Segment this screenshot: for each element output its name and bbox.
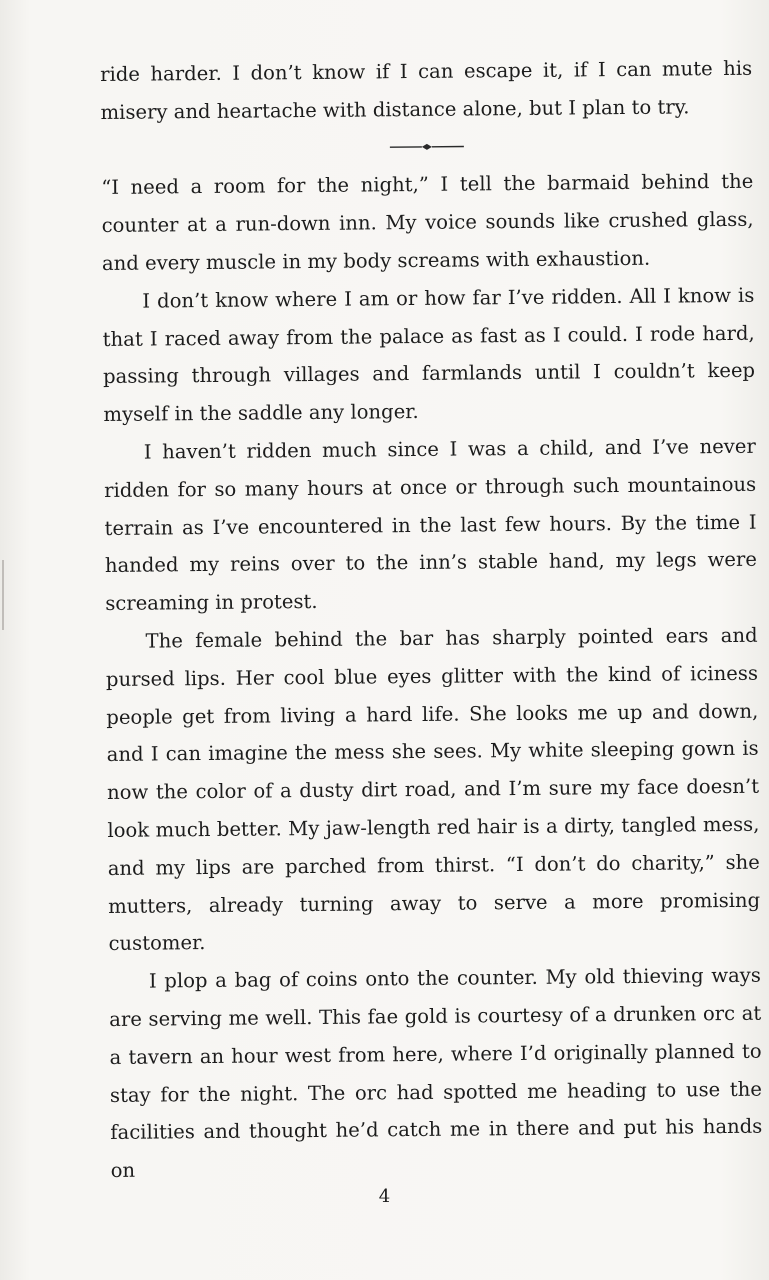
scene-break	[101, 125, 753, 169]
page-number: 4	[378, 1186, 391, 1207]
page-edge-shadow	[2, 560, 4, 630]
ornamental-rule-icon	[388, 141, 466, 154]
paragraph: The female behind the bar has sharply pointed ears and pursed lips. Her cool blue eyes glitter with the kind of iciness people get from living a hard life. She looks me up and down, and I can imagine the mess she sees. My white sleeping gown is now the color of a dusty dirt road, and I’m sure my face doesn’t look much better. My jaw-length red hair is a dirty, tangled mess, and my lips are parched from thirst. “I don’t do charity,” she mutters, already turning away to serve a more promising customer.	[105, 623, 761, 956]
paragraph: ride harder. I don’t know if I can escape it, if I can mute his misery and heartache with distance alone, but I plan to try.	[100, 56, 753, 124]
paragraph: “I need a room for the night,” I tell the barmaid behind the counter at a run-down inn. My voice sounds like crushed glass, and every muscle in my body screams with exhaustion.	[101, 170, 754, 275]
body-text	[100, 50, 763, 1190]
paragraph: I plop a bag of coins onto the counter. My old thieving ways are serving me well. This fae gold is courtesy of a drunken orc at a tavern an hour west from here, where I’d originally planned to stay for the night. The orc had spotted me heading to use the facilities and thought he’d catch me in there and put his hands on	[109, 963, 763, 1183]
paragraph: I don’t know where I am or how far I’ve ridden. All I know is that I raced away from the palace as fast as I could. I rode hard, passing through villages and farmlands until I couldn’t keep myself in the saddle any longer.	[102, 283, 756, 427]
paragraph: I haven’t ridden much since I was a child, and I’ve never ridden for so many hours at once or through such mountainous terrain as I’ve encountered in the last few hours. By the time I handed my reins over to the inn’s stable hand, my legs were screaming in protest.	[104, 434, 757, 616]
